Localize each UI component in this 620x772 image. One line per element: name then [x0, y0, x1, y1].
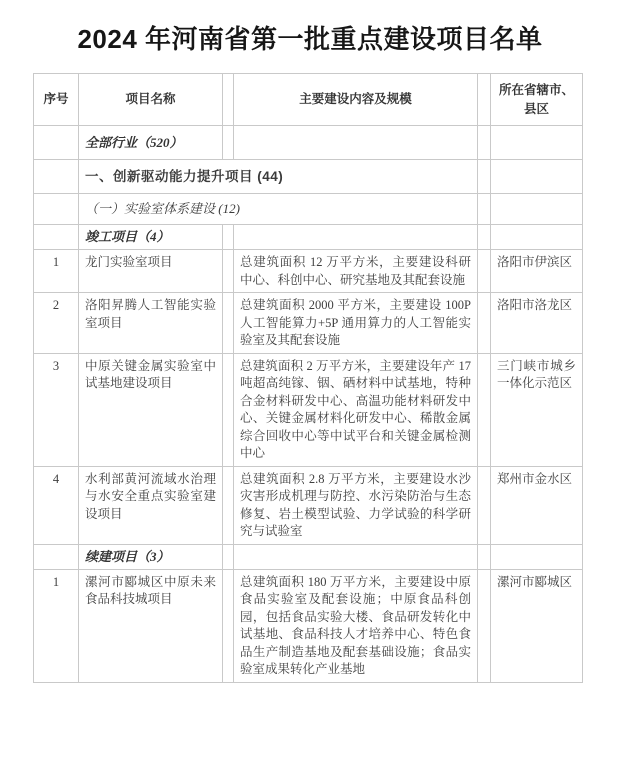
section-seq-cell — [34, 160, 79, 194]
page-title: 2024 年河南省第一批重点建设项目名单 — [77, 24, 543, 54]
row-number-cell: 3 — [34, 353, 79, 466]
table-row — [34, 569, 583, 682]
section-location-cell — [491, 194, 583, 225]
header-spacer-left — [223, 74, 234, 126]
row-number-cell: 1 — [34, 250, 79, 293]
row-spacer-left — [223, 293, 234, 354]
column-header-project-name: 项目名称 — [79, 74, 223, 126]
section-location-cell — [491, 160, 583, 194]
row-spacer-left — [223, 126, 234, 160]
location-cell: 三门峡市城乡一体化示范区 — [491, 353, 583, 466]
column-header-location: 所在省辖市、县区 — [491, 74, 583, 126]
row-spacer-left — [223, 250, 234, 293]
content-cell: 总建筑面积 12 万平方米，主要建设科研中心、科创中心、研究基地及其配套设施 — [234, 250, 478, 293]
location-cell: 郑州市金水区 — [491, 466, 583, 544]
group-seq-cell — [34, 126, 79, 160]
row-spacer-right — [478, 126, 491, 160]
section-seq-cell — [34, 194, 79, 225]
table-row — [34, 353, 583, 466]
group-label-cell: 全部行业（520） — [79, 126, 223, 160]
table-row — [34, 293, 583, 354]
table-body — [34, 74, 583, 683]
section-row — [34, 160, 583, 194]
group-content-cell — [234, 225, 478, 250]
group-location-cell — [491, 544, 583, 569]
location-cell: 漯河市郾城区 — [491, 569, 583, 682]
row-spacer-left — [223, 544, 234, 569]
group-content-cell — [234, 544, 478, 569]
location-cell: 洛阳市伊滨区 — [491, 250, 583, 293]
row-spacer-right — [478, 353, 491, 466]
column-header-content: 主要建设内容及规模 — [234, 74, 478, 126]
subsection-row — [34, 194, 583, 225]
table-row — [34, 250, 583, 293]
column-header-seq: 序号 — [34, 74, 79, 126]
section-label-cell: 一、创新驱动能力提升项目 (44) — [79, 160, 478, 194]
content-cell: 总建筑面积 2.8 万平方米，主要建设水沙灾害形成机理与防控、水污染防治与生态修复、岩土模型试验、力学试验的科学研究与试验室 — [234, 466, 478, 544]
row-spacer-right — [478, 466, 491, 544]
row-spacer-left — [223, 466, 234, 544]
stage-row — [34, 225, 583, 250]
group-seq-cell — [34, 225, 79, 250]
row-spacer-right — [478, 293, 491, 354]
project-name-cell: 水利部黄河流域水治理与水安全重点实验室建设项目 — [79, 466, 223, 544]
group-seq-cell — [34, 544, 79, 569]
row-number-cell: 4 — [34, 466, 79, 544]
group-location-cell — [491, 126, 583, 160]
row-spacer-right — [478, 569, 491, 682]
content-cell: 总建筑面积 2000 平方米，主要建设 100P 人工智能算力+5P 通用算力的人工智能实验室及其配套设施 — [234, 293, 478, 354]
group-row — [34, 126, 583, 160]
row-spacer-left — [223, 569, 234, 682]
row-spacer-left — [223, 353, 234, 466]
group-content-cell — [234, 126, 478, 160]
header-spacer-right — [478, 74, 491, 126]
row-spacer-right — [478, 544, 491, 569]
table-row — [34, 466, 583, 544]
content-cell: 总建筑面积 180 万平方米，主要建设中原食品实验室及配套设施；中原食品科创园，包括食品实验大楼、食品研发转化中试基地、食品科技人才培养中心、特色食品生产制造基地及配套基础设施；食品实验室成果转化产业基地 — [234, 569, 478, 682]
row-spacer-right — [478, 250, 491, 293]
location-cell: 洛阳市洛龙区 — [491, 293, 583, 354]
group-location-cell — [491, 225, 583, 250]
row-spacer-right — [478, 225, 491, 250]
row-spacer-right — [478, 160, 491, 194]
row-number-cell: 1 — [34, 569, 79, 682]
project-name-cell: 漯河市郾城区中原未来食品科技城项目 — [79, 569, 223, 682]
projects-table — [33, 73, 583, 683]
row-spacer-right — [478, 194, 491, 225]
stage-row — [34, 544, 583, 569]
row-spacer-left — [223, 225, 234, 250]
header-row — [34, 74, 583, 126]
project-name-cell: 中原关键金属实验室中试基地建设项目 — [79, 353, 223, 466]
subsection-label-cell: （一）实验室体系建设 (12) — [79, 194, 478, 225]
content-cell: 总建筑面积 2 万平方米，主要建设年产 17 吨超高纯镓、铟、硒材料中试基地，特种合金材料研发中心、高温功能材料研发中心、关键金属材料化研发中心、稀散金属综合回收中心等中试平台和关键金属检测中心 — [234, 353, 478, 466]
row-number-cell: 2 — [34, 293, 79, 354]
document-page — [0, 19, 620, 683]
stage-label-cell: 竣工项目（4） — [79, 225, 223, 250]
stage-label-cell: 续建项目（3） — [79, 544, 223, 569]
project-name-cell: 龙门实验室项目 — [79, 250, 223, 293]
project-name-cell: 洛阳昇腾人工智能实验室项目 — [79, 293, 223, 354]
